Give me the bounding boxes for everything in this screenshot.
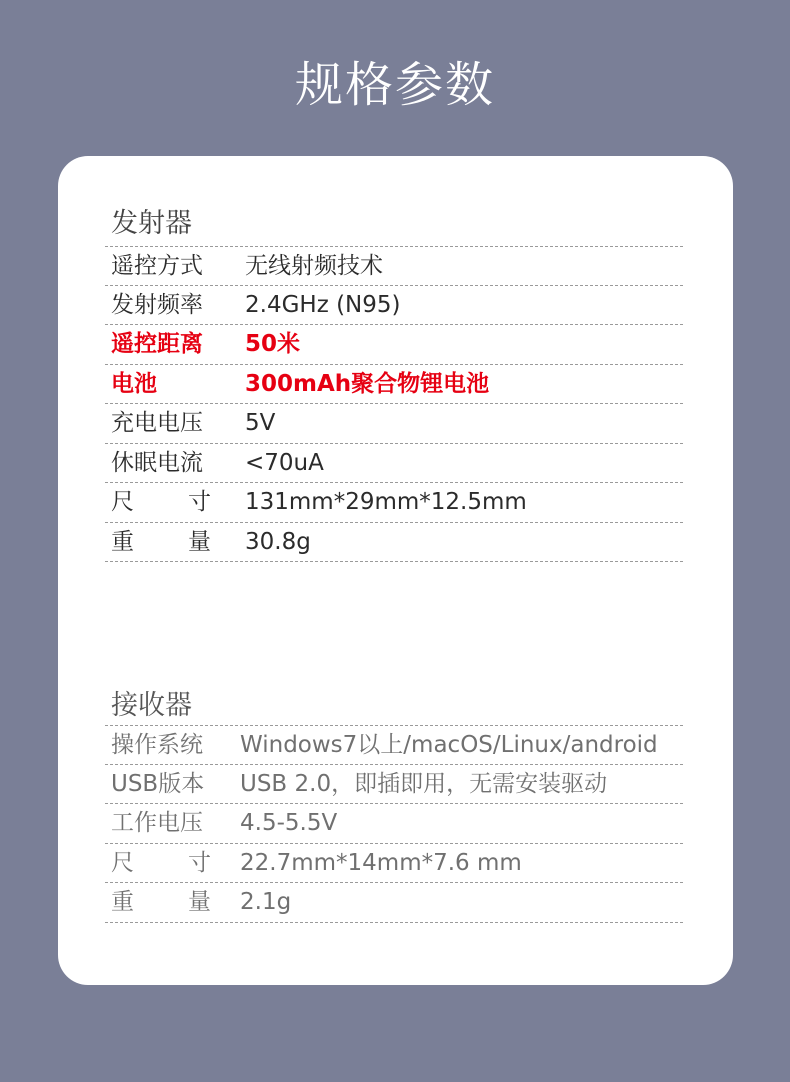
transmitter-spec-list [105, 246, 683, 562]
spec-value: 4.5-5.5V [240, 810, 338, 837]
spec-row-range [105, 325, 683, 365]
spec-row-weight [105, 883, 683, 923]
spec-label: 休眠电流 [111, 449, 203, 476]
spec-label: 操作系统 [111, 731, 203, 758]
spec-value: 2.1g [240, 889, 292, 916]
spec-label [111, 887, 211, 917]
spec-value: 50米 [245, 331, 301, 358]
spec-row-charge-voltage [105, 404, 683, 444]
spec-label: 遥控方式 [111, 252, 203, 279]
spec-row-os [105, 725, 683, 765]
spec-label [111, 487, 211, 517]
spec-row-remote-method [105, 246, 683, 286]
spec-value: <70uA [245, 449, 324, 476]
spec-label: 电池 [111, 370, 157, 397]
spec-label-char: 重 [111, 889, 134, 916]
spec-label [111, 527, 211, 557]
spec-value: 30.8g [245, 528, 311, 555]
spec-label: 发射频率 [111, 291, 203, 318]
spec-label-char: 重 [111, 528, 134, 555]
spec-value: 131mm*29mm*12.5mm [245, 489, 527, 516]
receiver-section-title: 接收器 [111, 690, 192, 721]
spec-label-char: 量 [188, 889, 211, 916]
spec-row-weight [105, 523, 683, 563]
spec-row-sleep-current [105, 444, 683, 484]
spec-value: 300mAh聚合物锂电池 [245, 370, 490, 397]
spec-value: 2.4GHz (N95) [245, 291, 401, 318]
spec-value: 无线射频技术 [245, 252, 383, 279]
spec-label [111, 848, 211, 878]
spec-label: 工作电压 [111, 810, 203, 837]
spec-label: 遥控距离 [111, 331, 203, 358]
spec-value: 22.7mm*14mm*7.6 mm [240, 849, 522, 876]
page-title: 规格参数 [294, 57, 495, 113]
transmitter-section-title: 发射器 [111, 208, 192, 239]
spec-value: USB 2.0，即插即用，无需安装驱动 [240, 770, 608, 797]
spec-label-char: 寸 [188, 489, 211, 516]
spec-value: Windows7以上/macOS/Linux/android [240, 731, 658, 758]
spec-value: 5V [245, 410, 276, 437]
spec-label-char: 寸 [188, 849, 211, 876]
spec-label-char: 量 [188, 528, 211, 555]
spec-row-size [105, 844, 683, 884]
spec-row-working-voltage [105, 804, 683, 844]
spec-row-battery [105, 365, 683, 405]
spec-row-size [105, 483, 683, 523]
spec-card [58, 156, 733, 985]
receiver-spec-list [105, 725, 683, 923]
spec-row-usb-version [105, 765, 683, 805]
spec-row-frequency [105, 286, 683, 326]
spec-label-char: 尺 [111, 849, 134, 876]
spec-label-char: 尺 [111, 489, 134, 516]
spec-label: 充电电压 [111, 410, 203, 437]
spec-label: USB版本 [111, 770, 205, 797]
